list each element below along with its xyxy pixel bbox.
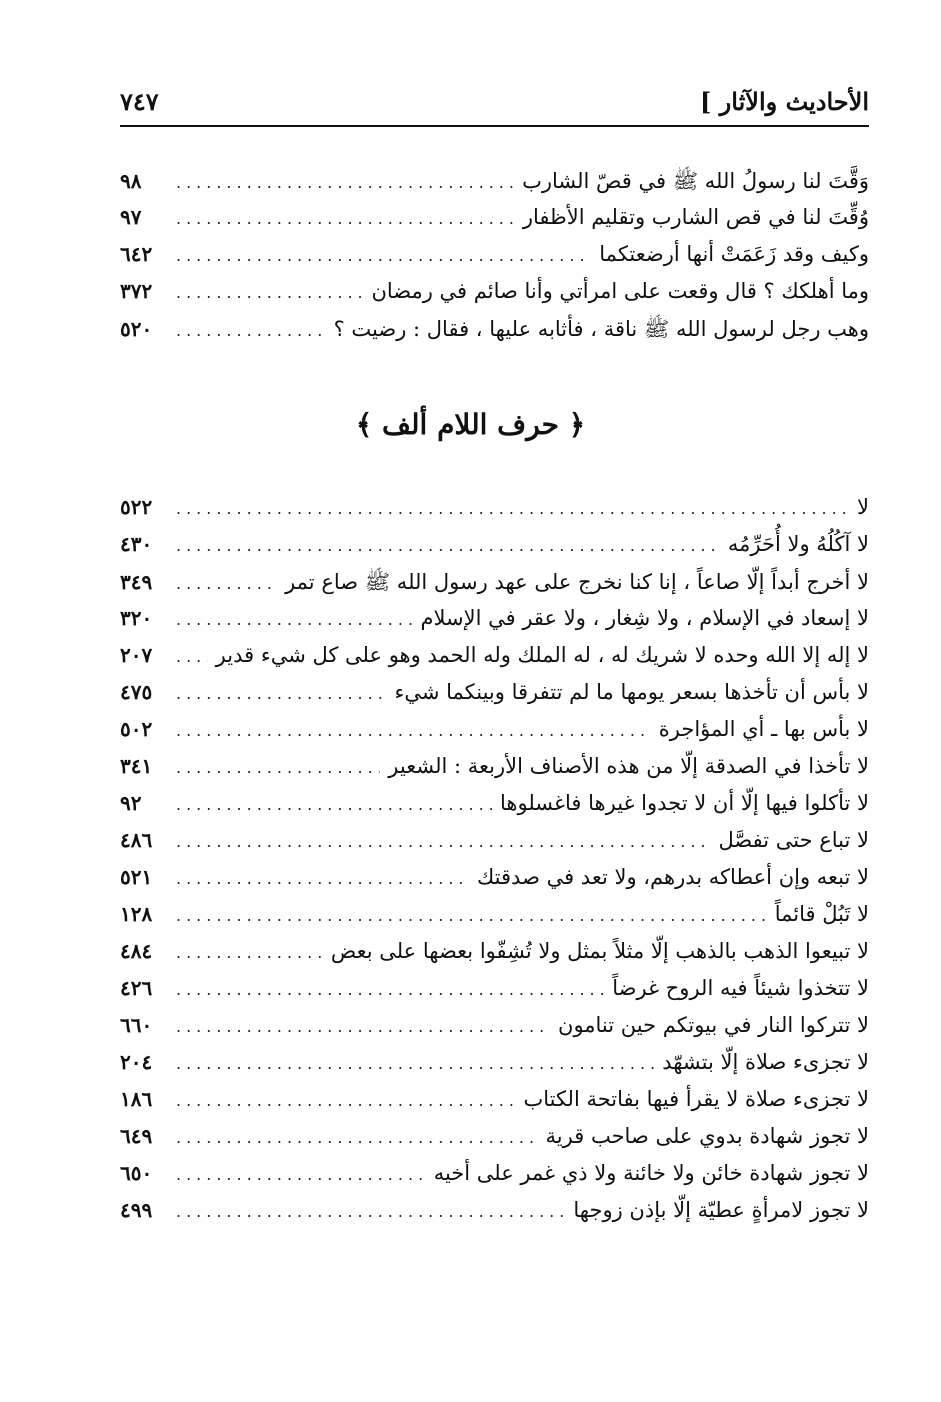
entry-page: ٤٣٠ [120,532,153,556]
entry-page: ٢٠٧ [120,643,153,667]
list-item [120,939,869,976]
entry-text: وكيف وقد زَعَمَتْ أنها أرضعتكما [599,242,869,266]
page-number: ٧٤٧ [120,87,159,116]
entry-text: وهب رجل لرسول الله ﷺ ناقة ، فأثابه عليها ، فقال : رضيت ؟ [333,317,869,341]
list-item [120,168,869,205]
section-heading: ﴿ حرف اللام ألف ﴾ [355,408,586,441]
entry-page: ٥٠٢ [120,717,153,741]
list-item [120,680,869,717]
entry-text: لا تبعه وإن أعطاكه بدرهم، ولا تعد في صدقتك [476,865,869,889]
leader-dots [176,797,492,813]
list-item [120,791,869,828]
entry-page: ٤٩٩ [120,1198,153,1222]
entry-text: لا تجوز شهادة بدوي على صاحب قرية [545,1124,869,1148]
entry-page: ٩٢ [120,791,142,815]
leader-dots [176,175,514,191]
top-entry-list [120,168,869,353]
entry-text: لا آكُلُهُ ولا أُحَرِّمُه [727,532,869,556]
list-item [120,754,869,791]
entry-text: لا تأخذا في الصدقة إلّا من هذه الأصناف الأربعة : الشعير [388,754,869,778]
entry-list [120,495,869,1235]
entry-text: لا بأس أن تأخذها بسعر يومها ما لم تتفرقا وبينكما شيء [394,680,869,704]
entry-text: لا تجزىء صلاة إلّا بتشهّد [662,1050,869,1074]
running-title: الأحاديث والآثار ] [699,87,869,116]
list-item [120,976,869,1013]
entry-page: ١٨٦ [120,1087,153,1111]
list-item [120,865,869,902]
leader-dots [176,1130,538,1146]
list-item [120,316,869,353]
leader-dots [176,1019,550,1035]
entry-text: لا إله إلا الله وحده لا شريك له ، له الملك وله الحمد وهو على كل شيء قدير [215,643,869,667]
list-item [120,1198,869,1235]
list-item [120,717,869,754]
entry-page: ٤٨٤ [120,939,153,963]
entry-page: ٣٤٩ [120,570,153,594]
leader-dots [176,834,710,850]
entry-page: ٦٤٩ [120,1124,153,1148]
leader-dots [176,576,277,592]
list-item [120,1161,869,1198]
entry-text: لا تبيعوا الذهب بالذهب إلّا مثلاً بمثل ولا تُشِفّوا بعضها على بعض [330,939,869,963]
list-item [120,569,869,606]
list-item [120,1050,869,1087]
list-item [120,643,869,680]
entry-page: ٢٠٤ [120,1050,153,1074]
entry-text: لا تجوز لامرأةٍ عطيّة إلّا بإذن زوجها [573,1198,869,1222]
entry-page: ٥٢١ [120,865,153,889]
list-item [120,1087,869,1124]
leader-dots [176,323,326,339]
list-item [120,242,869,279]
leader-dots [176,538,720,554]
entry-text: لا [857,495,869,519]
list-item [120,532,869,569]
entry-page: ٤٧٥ [120,680,153,704]
entry-page: ٤٢٦ [120,976,153,1000]
list-item [120,606,869,643]
entry-text: لا تَبُلْ قائماً [774,902,869,926]
leader-dots [176,686,386,702]
entry-page: ٤٨٦ [120,828,153,852]
leader-dots [176,1056,654,1072]
entry-page: ١٢٨ [120,902,153,926]
list-item [120,279,869,316]
leader-dots [176,908,767,924]
list-item [120,1013,869,1050]
entry-text: وَقَّتَ لنا رسولُ الله ﷺ في قصّ الشارب [522,169,869,193]
leader-dots [176,1167,426,1183]
entry-text: لا تأكلوا فيها إلّا أن لا تجدوا غيرها فاغسلوها [500,791,869,815]
entry-text: لا بأس بها ـ أي المؤاجرة [658,717,869,741]
entry-text: لا أخرج أبداً إلّا صاعاً ، إنا كنا نخرج على عهد رسول الله ﷺ صاع تمر [285,570,869,594]
leader-dots [176,248,591,264]
entry-page: ٥٢٢ [120,495,153,519]
leader-dots [176,1093,515,1109]
leader-dots [176,945,323,961]
leader-dots [176,760,380,776]
leader-dots [176,501,849,517]
entry-page: ٣٧٢ [120,279,153,303]
list-item [120,828,869,865]
entry-text: لا تجوز شهادة خائن ولا خائنة ولا ذي غمر على أخيه [433,1161,869,1185]
leader-dots [176,612,413,628]
entry-text: لا تباع حتى تفصَّل [718,828,869,852]
entry-text: لا تتركوا النار في بيوتكم حين تنامون [558,1013,869,1037]
entry-page: ٣٤١ [120,754,153,778]
entry-text: لا تتخذوا شيئاً فيه الروح غرضاً [612,976,869,1000]
page-header [120,85,869,127]
leader-dots [176,1204,565,1220]
entry-page: ٦٦٠ [120,1013,153,1037]
entry-text: وُقِّتَ لنا في قص الشارب وتقليم الأظفار [522,205,869,229]
list-item [120,495,869,532]
entry-page: ٦٥٠ [120,1161,153,1185]
list-item [120,205,869,242]
leader-dots [176,871,469,887]
entry-page: ٥٢٠ [120,317,153,341]
entry-page: ٩٧ [120,205,142,229]
leader-dots [176,982,604,998]
entry-text: وما أهلكك ؟ قال وقعت على امرأتي وأنا صائم في رمضان [371,279,869,303]
list-item [120,902,869,939]
leader-dots [176,285,363,301]
leader-dots [176,211,515,227]
entry-text: لا إسعاد في الإسلام ، ولا شِغار ، ولا عقر في الإسلام [420,606,869,630]
entry-page: ٣٢٠ [120,606,153,630]
list-item [120,1124,869,1161]
leader-dots [176,649,208,665]
leader-dots [176,723,651,739]
entry-page: ٦٤٢ [120,242,153,266]
entry-text: لا تجزىء صلاة لا يقرأ فيها بفاتحة الكتاب [523,1087,869,1111]
entry-page: ٩٨ [120,169,142,193]
